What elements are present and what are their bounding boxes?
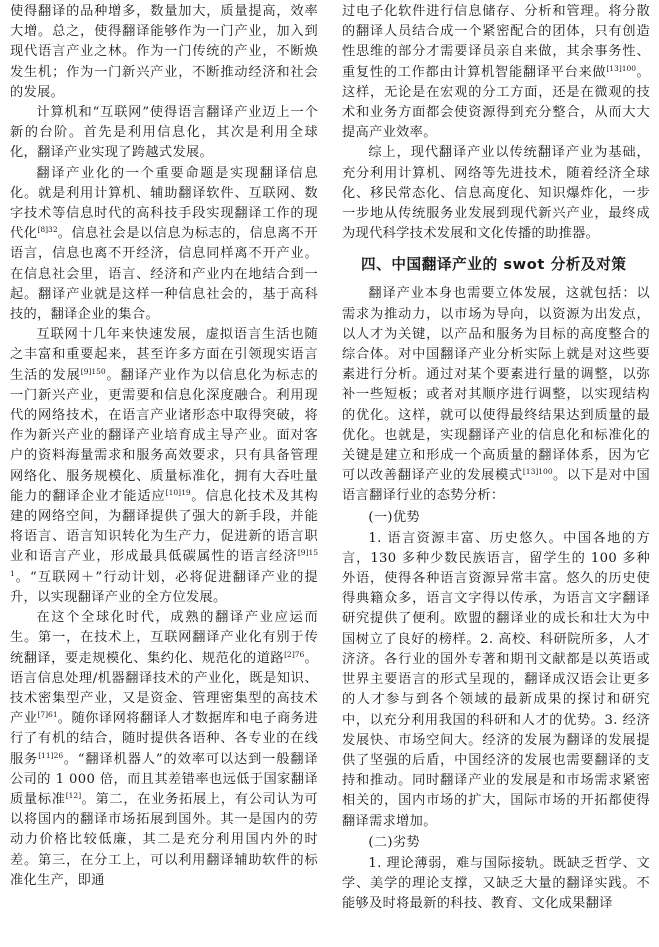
- paragraph-left-1: 使得翻译的品种增多，数量加大，质量提高，效率大增。总之，使得翻译能够作为一门产业，加入到现代语言产业之林。作为一门传统的产业，不断焕发生机；作为一门新兴产业，不断推动经济和社会的发展。: [10, 4, 318, 100]
- citation: [13]100: [522, 467, 553, 477]
- paragraph-left-2: 计算机和“互联网”使得语言翻译产业迈上一个新的台阶。首先是利用信息化，其次是利用全球化，翻译产业实现了跨越式发展。: [10, 105, 318, 161]
- paragraph-right-3: [342, 284, 650, 506]
- text-run: 。翻译产业作为以信息化为标志的一门新兴产业，更需要和信息化深度融合。利用现代的网络技术，在语言产业诸形态中取得突破，将作为新兴产业的翻译产业培育成主导产业。面对客户的资料海量需求和服务高效要求，只有具备管理网络化、服务规模化、质量标准化，拥有大吞吐量能力的翻译企业才能适应: [10, 367, 319, 504]
- text-run: 。语言信息处理/机器翻译技术的产业化，既是知识、技术密集型产业，又是资金、管理密集型的高技术产业: [10, 650, 319, 727]
- subheading-strengths: (一)优势: [368, 509, 420, 525]
- citation: [7]61: [37, 710, 58, 720]
- right-column: [342, 2, 650, 914]
- paragraph-left-3: [10, 164, 318, 326]
- citation: [11]26: [38, 750, 64, 760]
- citation: [2]76: [284, 649, 305, 659]
- text-run: 翻译产业化的一个重要命题是实现翻译信息化。就是利用计算机、辅助翻译软件、互联网、数字技术等信息时代的高科技手段实现翻译工作的现代化: [10, 165, 318, 242]
- text-run: 在这个全球化时代，成熟的翻译产业应运而生。第一，在技术上，互联网翻译产业化有别于传统翻译，要走规模化、集约化、规范化的道路: [10, 610, 318, 666]
- section-heading: 四、中国翻译产业的 swot 分析及对策: [360, 256, 627, 274]
- text-run: 。信息化技术及其构建的网络空间，为翻译提供了强大的新手段，并能将语言、语言知识转化为生产力，促进新的语言职业和语言产业，形成最具低碳属性的语言经济: [10, 488, 318, 565]
- citation: [10]19: [165, 487, 191, 497]
- text-run: 过电子化软件进行信息储存、分析和管理。将分散的翻译人员结合成一个紧密配合的团体，只有创造性思维的部分才需要译员亲自来做，其余事务性、重复性的工作都由计算机智能翻译平台来做: [342, 4, 650, 80]
- citation: [8]32: [37, 225, 58, 235]
- paragraph-left-5: [10, 608, 318, 891]
- text-run: 。第二，在业务拓展上，有公司认为可以将国内的翻译市场拓展到国外。其一是国内的劳动力价格比较低廉，其二是充分利用国内外的时差。第三，在分工上，可以利用翻译辅助软件的标准化生产，即通: [10, 791, 318, 888]
- text-run: 。随你译网将翻译人才数据库和电子商务进行了有机的结合，随时提供各语种、各专业的在线服务: [10, 711, 318, 767]
- citation: [9]151: [10, 548, 318, 578]
- text-run: 。这样，无论是在宏观的分工方面，还是在微观的技术和业务方面都会使资源得到充分整合，从而大大提高产业效率。: [342, 64, 650, 141]
- citation: [12]: [65, 790, 82, 800]
- text-run: 翻译产业本身也需要立体发展，这就包括：以需求为推动力，以市场为导向，以资源为出发点，以人才为关键，以产品和服务为目标的高度整合的综合体。对中国翻译产业分析实际上就是对这些要素进行分析。通过对某个要素进行量的调整，以弥补一些短板；或者对其顺序进行调整，以实现结构的优化。这样，就可以使得最终结果达到质量的最优化。也就是，实现翻译产业的信息化和标准化的关键是建立和形成一个高质量的翻译体系，因为它可以改善翻译产业的发展模式: [342, 286, 650, 484]
- text-run: 。以下是对中国语言翻译行业的态势分析：: [342, 468, 650, 504]
- text-run: 。信息社会是以信息为标志的，信息离不开语言，信息也离不开经济，信息同样离不开产业。在信息社会里，语言、经济和产业内在地结合到一起。翻译产业就是这样一种信息社会的，基于高科技的，翻译企业的集合。: [10, 226, 318, 323]
- text-run: 。“互联网＋”行动计划，必将促进翻译产业的提升，以实现翻译产业的全方位发展。: [10, 569, 318, 605]
- paragraph-right-2: 综上，现代翻译产业以传统翻译产业为基础，充分利用计算机、网络等先进技术，随着经济全球化、移民常态化、信息高度化、知识爆炸化，一步一步地从传统服务业发展到现代新兴产业，最终成为现代科学技术发展和文化传播的助推器。: [342, 145, 650, 242]
- subheading-weaknesses: (二)劣势: [368, 834, 420, 850]
- paragraph-right-5: 1. 理论薄弱，难与国际接轨。既缺乏哲学、文学、美学的理论支撑，又缺乏大量的翻译实践。不能够及时将最新的科技、教育、文化成果翻译: [342, 855, 650, 912]
- left-column: [10, 2, 318, 891]
- paragraph-right-1: [342, 2, 650, 143]
- paragraph-left-4: [10, 325, 318, 608]
- citation: [9]150: [80, 366, 106, 376]
- text-run: 。“翻译机器人”的效率可以达到一般翻译公司的 1 000 倍，而且其差错率也远低于国家翻译质量标准: [10, 751, 318, 807]
- text-run: 互联网十几年来快速发展，虚拟语言生活也随之丰富和重要起来，甚至许多方面在引领现实语言生活的发展: [10, 327, 318, 383]
- citation: [13]100: [606, 63, 637, 73]
- paragraph-right-4: 1. 语言资源丰富、历史悠久。中国各地的方言，130 多种少数民族语言，留学生的 100 多种外语，使得各种语言资源异常丰富。悠久的历史使得典籍众多，语言文字得以传承，为语言文字翻译研究提供了便利。欧盟的翻译业的成长和壮大为中国树立了良好的榜样。2. 高校、科研院所多，人才济济。各行业的国外专著和期刊文献都是以英语或世界主要语言的形式呈现的，翻译成汉语会让更多的人才参与到各个领域的最新成果的探讨和研究中，以充分利用我国的科研和人才的优势。3. 经济发展快、市场空间大。经济的发展为翻译的发展提供了坚强的后盾，中国经济的发展也需要翻译的支持和推动。同时翻译产业的发展是和市场需求紧密相关的，国内市场的扩大，国际市场的开拓都使得翻译需求增加。: [342, 530, 650, 829]
